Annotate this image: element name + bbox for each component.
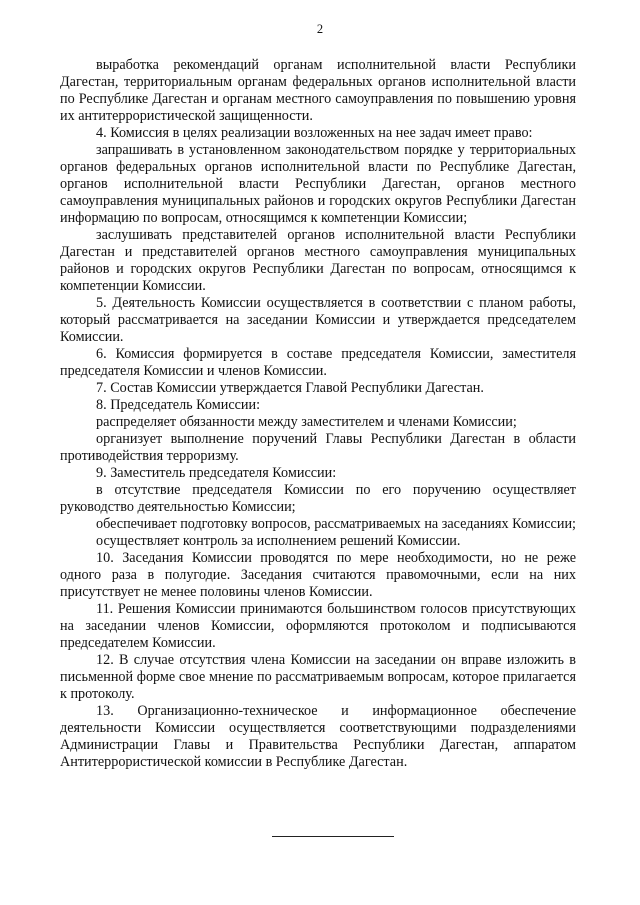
- paragraph-controls-execution: осуществляет контроль за исполнением решений Комиссии.: [96, 533, 461, 549]
- paragraph-item-6: 6. Комиссия формируется в составе председателя Комиссии, заместителя председателя Комиссии и членов Комиссии.: [60, 346, 576, 379]
- paragraph-acting-lead: в отсутствие председателя Комиссии по его поручению осуществляет руководство деятельностью Комиссии;: [60, 482, 576, 515]
- paragraph-request-info: запрашивать в установленном законодательством порядке у территориальных органов федеральных органов исполнительной власти по Республике Дагестан, органов исполнительной власти Республики Дагестан, органов местного самоуправления муниципальных районов и городских округов Республики Дагестан информацию по вопросам, относящимся к компетенции Комиссии;: [60, 142, 576, 226]
- paragraph-item-11: 11. Решения Комиссии принимаются большинством голосов присутствующих на заседании членов Комиссии, оформляются протоколом и подписываются председателем Комиссии.: [60, 601, 576, 651]
- paragraph-item-9: 9. Заместитель председателя Комиссии:: [96, 465, 337, 481]
- document-body: [60, 57, 576, 771]
- paragraph-item-8: 8. Председатель Комиссии:: [96, 397, 261, 413]
- paragraph-item-13: 13. Организационно-техническое и информационное обеспечение деятельности Комиссии осуществляется соответствующими подразделениями Администрации Главы и Правительства Республики Дагестан, аппаратом Антитеррористической комиссии в Республике Дагестан.: [60, 703, 576, 770]
- paragraph-hear-representatives: заслушивать представителей органов исполнительной власти Республики Дагестан и представителей органов местного самоуправления муниципальных районов и городских округов Республики Дагестан по вопросам, относящимся к компетенции Комиссии.: [60, 227, 576, 294]
- paragraph-item-4: 4. Комиссия в целях реализации возложенных на нее задач имеет право:: [96, 125, 533, 141]
- page-number: 2: [316, 22, 324, 36]
- paragraph-recommendations: выработка рекомендаций органам исполнительной власти Республики Дагестан, территориальным органам федеральных органов исполнительной власти по Республике Дагестан и органам местного самоуправления по повышению уровня их антитеррористической защищенности.: [60, 57, 576, 124]
- paragraph-organizes-execution: организует выполнение поручений Главы Республики Дагестан в области противодействия терроризму.: [60, 431, 576, 464]
- paragraph-item-5: 5. Деятельность Комиссии осуществляется в соответствии с планом работы, который рассматривается на заседании Комиссии и утверждается председателем Комиссии.: [60, 295, 576, 345]
- paragraph-item-12: 12. В случае отсутствия члена Комиссии на заседании он вправе изложить в письменной форме свое мнение по рассматриваемым вопросам, которое прилагается к протоколу.: [60, 652, 576, 702]
- paragraph-item-10: 10. Заседания Комиссии проводятся по мере необходимости, но не реже одного раза в полугодие. Заседания считаются правомочными, если на них присутствует не менее половины членов Комиссии.: [60, 550, 576, 600]
- paragraph-item-7: 7. Состав Комиссии утверждается Главой Республики Дагестан.: [96, 380, 484, 396]
- closing-separator-line: [272, 836, 394, 837]
- paragraph-distributes-duties: распределяет обязанности между заместителем и членами Комиссии;: [96, 414, 517, 430]
- paragraph-prepares-questions: обеспечивает подготовку вопросов, рассматриваемых на заседаниях Комиссии;: [96, 516, 576, 532]
